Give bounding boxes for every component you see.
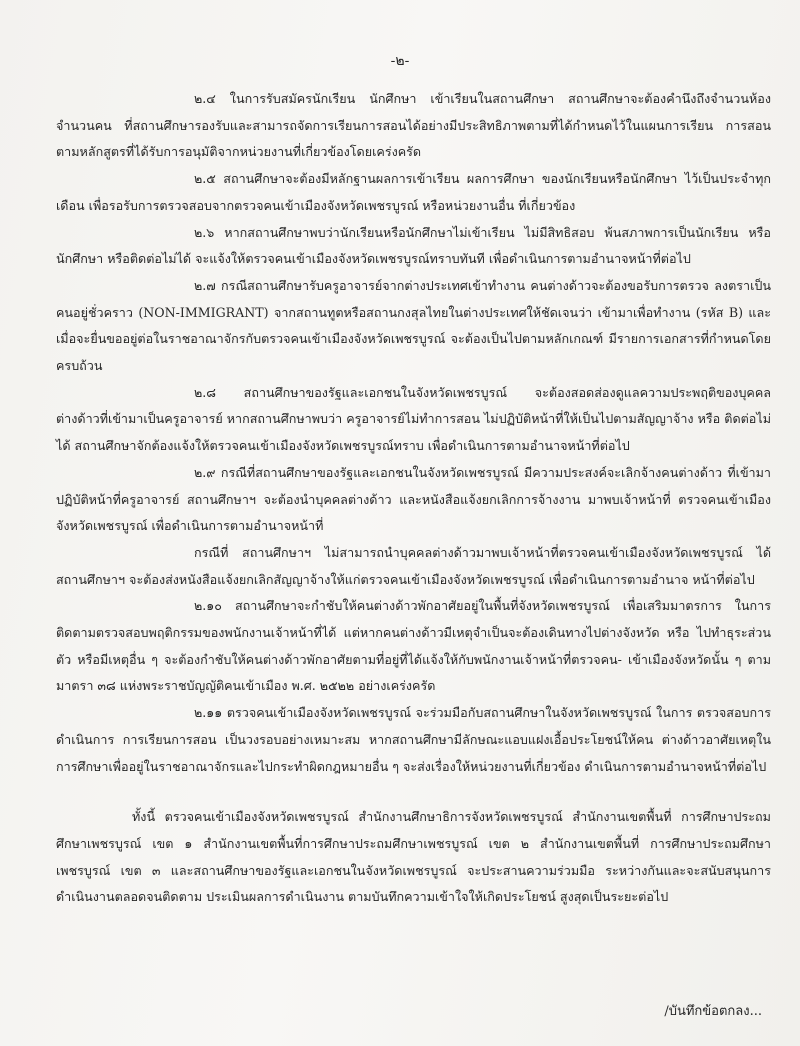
paragraph-2-7: ๒.๗ กรณีสถานศึกษารับครูอาจารย์จากต่างประเทศเข้าทำงาน คนต่างด้าวจะต้องขอรับการตรวจ ลงตราเป็นคนอยู่ชั่วคราว (NON-IMMIGRANT) จากสถานทูตหรือสถานกงสุลไทยในต่างประเทศให้ชัดเจนว่า เข้ามาเพื่อทำงาน (รหัส B) และเมื่อจะยื่นขออยู่ต่อในราชอาณาจักรกับตรวจคนเข้าเมืองจังหวัดเพชรบูรณ์ จะต้องเป็นไปตามหลักเกณฑ์ มีรายการเอกสารที่กำหนดโดยครบถ้วน	[56, 277, 771, 374]
continuation-note: /บันทึกข้อตกลง...	[664, 1004, 762, 1019]
paragraph-2-10: ๒.๑๐ สถานศึกษาจะกำชับให้คนต่างด้าวพักอาศัยอยู่ในพื้นที่จังหวัดเพชรบูรณ์ เพื่อเสริมมาตรการ ในการติดตามตรวจสอบพฤติกรรมของพนักงานเจ้าหน้าที่ได้ แต่หากคนต่างด้าวมีเหตุจำเป็นจะต้องเดินทางไปต่างจังหวัด หรือ ไปทำธุระส่วนตัว หรือมีเหตุอื่น ๆ จะต้องกำชับให้คนต่างด้าวพักอาศัยตามที่อยู่ที่ได้แจ้งให้กับพนักงานเจ้าหน้าที่ตรวจคน- เข้าเมืองจังหวัดนั้น ๆ ตามมาตรา ๓๘ แห่งพระราชบัญญัติคนเข้าเมือง พ.ศ. ๒๕๒๒ อย่างเคร่งครัด	[56, 598, 771, 694]
paragraph-2-4: ๒.๔ ในการรับสมัครนักเรียน นักศึกษา เข้าเรียนในสถานศึกษา สถานศึกษาจะต้องคำนึงถึงจำนวนห้อง จำนวนคน ที่สถานศึกษารองรับและสามารถจัดการเรียนการสอนได้อย่างมีประสิทธิภาพตามที่ได้กำหนดไว้ในแผนการเรียน การสอนตามหลักสูตรที่ได้รับการอนุมัติจากหน่วยงานที่เกี่ยวข้องโดยเคร่งครัด	[56, 91, 771, 160]
paragraph-2-6: ๒.๖ หากสถานศึกษาพบว่านักเรียนหรือนักศึกษาไม่เข้าเรียน ไม่มีสิทธิสอบ พ้นสภาพการเป็นนักเรียน หรือนักศึกษา หรือติดต่อไม่ได้ จะแจ้งให้ตรวจคนเข้าเมืองจังหวัดเพชรบูรณ์ทราบทันที เพื่อดำเนินการตามอำนาจหน้าที่ต่อไป	[56, 224, 771, 267]
paragraph-2-8: ๒.๘ สถานศึกษาของรัฐและเอกชนในจังหวัดเพชรบูรณ์ จะต้องสอดส่องดูแลความประพฤติของบุคคล ต่างด้าวที่เข้ามาเป็นครูอาจารย์ หากสถานศึกษาพบว่า ครูอาจารย์ไม่ทำการสอน ไม่ปฏิบัติหน้าที่ให้เป็นไปตามสัญญาจ้าง หรือ ติดต่อไม่ได้ สถานศึกษาจักต้องแจ้งให้ตรวจคนเข้าเมืองจังหวัดเพชรบูรณ์ทราบ เพื่อดำเนินการตามอำนาจหน้าที่ต่อไป	[56, 384, 771, 454]
paragraph-2-9: ๒.๙ กรณีที่สถานศึกษาของรัฐและเอกชนในจังหวัดเพชรบูรณ์ มีความประสงค์จะเลิกจ้างคนต่างด้าว ที่เข้ามาปฏิบัติหน้าที่ครูอาจารย์ สถานศึกษาฯ จะต้องนำบุคคลต่างด้าว และหนังสือแจ้งยกเลิกการจ้างงาน มาพบเจ้าหน้าที่ ตรวจคนเข้าเมืองจังหวัดเพชรบูรณ์ เพื่อดำเนินการตามอำนาจหน้าที่	[56, 464, 771, 534]
document-body	[56, 86, 771, 911]
paragraph-2-11: ๒.๑๑ ตรวจคนเข้าเมืองจังหวัดเพชรบูรณ์ จะร่วมมือกับสถานศึกษาในจังหวัดเพชรบูรณ์ ในการ ตรวจสอบการดำเนินการ การเรียนการสอน เป็นวงรอบอย่างเหมาะสม หากสถานศึกษามีลักษณะแอบแฝงเอื้อประโยชน์ให้คน ต่างด้าวอาศัยเหตุในการศึกษาเพื่ออยู่ในราชอาณาจักรและไปกระทำผิดกฎหมายอื่น ๆ จะส่งเรื่องให้หน่วยงานที่เกี่ยวข้อง ดำเนินการตามอำนาจหน้าที่ต่อไป	[56, 705, 771, 774]
page-number: -๒-	[390, 53, 410, 69]
paragraph-2-9-case: กรณีที่ สถานศึกษาฯ ไม่สามารถนำบุคคลต่างด้าวมาพบเจ้าหน้าที่ตรวจคนเข้าเมืองจังหวัดเพชรบูรณ์ ได้ สถานศึกษาฯ จะต้องส่งหนังสือแจ้งยกเลิกสัญญาจ้างให้แก่ตรวจคนเข้าเมืองจังหวัดเพชรบูรณ์ เพื่อดำเนินการตามอำนาจ หน้าที่ต่อไป	[56, 544, 771, 587]
section-gap	[56, 780, 771, 804]
paragraph-2-5: ๒.๕ สถานศึกษาจะต้องมีหลักฐานผลการเข้าเรียน ผลการศึกษา ของนักเรียนหรือนักศึกษา ไว้เป็นประจำทุกเดือน เพื่อรอรับการตรวจสอบจากตรวจคนเข้าเมืองจังหวัดเพชรบูรณ์ หรือหน่วยงานอื่น ที่เกี่ยวข้อง	[56, 171, 771, 213]
main-paragraph: ทั้งนี้ ตรวจคนเข้าเมืองจังหวัดเพชรบูรณ์ สำนักงานศึกษาธิการจังหวัดเพชรบูรณ์ สำนักงานเขตพื้นที่ การศึกษาประถมศึกษาเพชรบูรณ์ เขต ๑ สำนักงานเขตพื้นที่การศึกษาประถมศึกษาเพชรบูรณ์ เขต ๒ สำนักงานเขตพื้นที่ การศึกษาประถมศึกษาเพชรบูรณ์ เขต ๓ และสถานศึกษาของรัฐและเอกชนในจังหวัดเพชรบูรณ์ จะประสานความร่วมมือ ระหว่างกันและจะสนับสนุนการดำเนินงานตลอดจนติดตาม ประเมินผลการดำเนินงาน ตามบันทึกความเข้าใจให้เกิดประโยชน์ สูงสุดเป็นระยะต่อไป	[56, 809, 771, 905]
